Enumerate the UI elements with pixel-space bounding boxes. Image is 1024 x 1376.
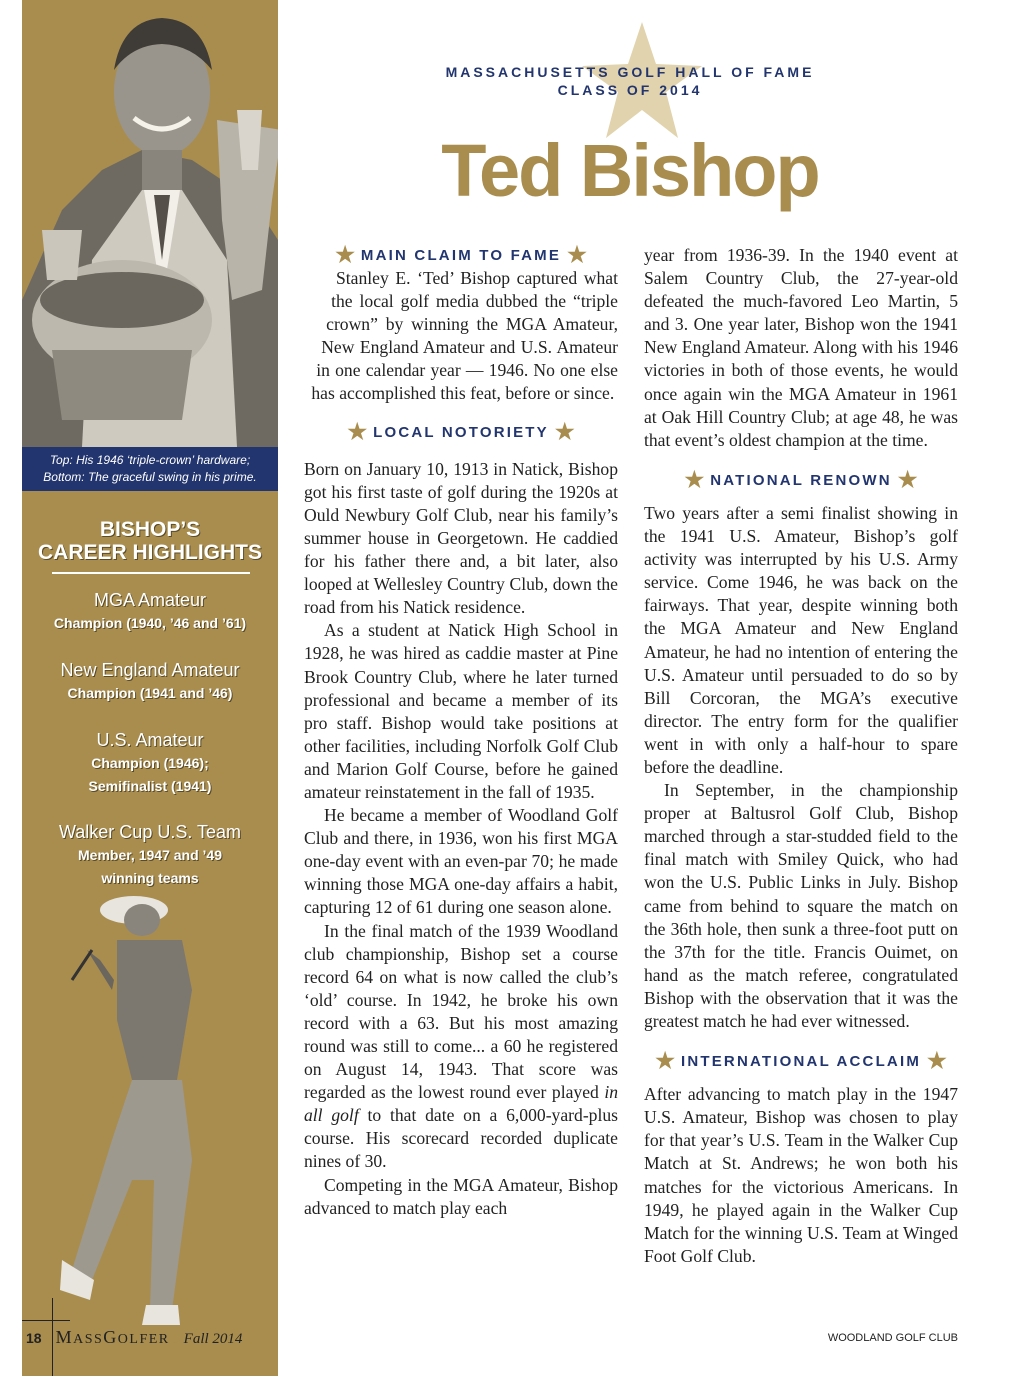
caption-line-2: Bottom: The graceful swing in his prime. bbox=[43, 470, 257, 484]
sidebar bbox=[22, 0, 278, 1376]
paragraph: In September, in the championship proper at Baltusrol Golf Club, Bishop marched through a star-studded field to the final match with Smiley Quick, who had won the U.S. Public Links in July. Bishop came from behind to square the match on the 36th hole, then sunk a three-foot putt on the 37th for the title. Francis Ouimet, on hand as the match referee, congratulated Bishop with the observation that it was the greatest match he had ever witnessed. bbox=[644, 780, 958, 1031]
page-title: Ted Bishop bbox=[441, 129, 819, 212]
brand-initial-m: M bbox=[55, 1327, 74, 1347]
photo-caption bbox=[22, 447, 278, 491]
paragraph-text: In the final match of the 1939 Woodland club championship, Bishop set a course record 64 on what is now called the club’s ‘old’ course. In 1942, he broke his own record with a 63. But his most amazing round was still to come... a 60 he registered on August 14, 1943. That score was regarded as the lowest round ever played bbox=[304, 920, 618, 1103]
heading-main-claim bbox=[304, 242, 618, 268]
star-icon: ★ bbox=[347, 418, 368, 444]
highlight-new-england bbox=[22, 658, 278, 705]
heading-text: INTERNATIONAL ACCLAIM bbox=[680, 1053, 922, 1071]
paragraph: Two years after a semi finalist showing in the 1941 U.S. Amateur, Bishop’s golf activity was interrupted by his U.S. Army service. Come 1946, he was back on the fairways. That year, despite winning both the MGA Amateur and New England Amateur, he had no intention of entering the U.S. Amateur until persuaded to do so by Bill Corcoran, the MGA’s executive director. The entry form for the qualifier went in with only a half-hour to spare before the deadline. bbox=[644, 502, 958, 777]
brand-part-ass: ASS bbox=[73, 1332, 104, 1347]
highlight-detail: Champion (1941 and ’46) bbox=[67, 685, 233, 701]
highlight-mga bbox=[22, 588, 278, 635]
paragraph bbox=[304, 920, 618, 1174]
heading-text: MAIN CLAIM TO FAME bbox=[360, 247, 562, 264]
magazine-brand bbox=[55, 1327, 170, 1347]
heading-text: LOCAL NOTORIETY bbox=[373, 423, 549, 441]
star-icon: ★ bbox=[554, 418, 575, 444]
paragraph: As a student at Natick High School in 1928, he was hired as caddie master at Pine Brook Country Club, where he later turned professional and became a member of its pro staff. Bishop would take positions at other facilities, including Norfolk Golf Club and Marion Golf Course, before he gained amateur reinstatement in the fall of 1935. bbox=[304, 620, 618, 802]
highlight-detail: winning teams bbox=[101, 870, 199, 886]
highlight-detail: Champion (1940, ’46 and ’61) bbox=[53, 615, 247, 631]
brand-initial-g: G bbox=[103, 1327, 118, 1347]
column-1 bbox=[304, 267, 618, 1220]
heading-local-notoriety bbox=[304, 420, 618, 444]
highlights-title-line-1: BISHOP’S bbox=[99, 518, 201, 541]
issue-date: Fall 2014 bbox=[183, 1331, 243, 1347]
star-icon: ★ bbox=[684, 466, 705, 492]
paragraph: Born on January 10, 1913 in Natick, Bishop got his first taste of golf during the 1920s at Ould Newbury Golf Club, near his family’s summer house in Georgetown. He caddied for his father there and, a bit later, also looped at Wellesley Country Club, down the road from his Natick residence. bbox=[304, 458, 618, 618]
highlights-divider bbox=[52, 572, 250, 574]
star-icon: ★ bbox=[897, 466, 918, 492]
footer-left bbox=[26, 1327, 242, 1348]
paragraph: He became a member of Woodland Golf Club and there, in 1936, won his first MGA one-day event with an even-par 70; he made winning those MGA one-day affairs a habit, capturing 12 of 61 during one season alone. bbox=[304, 805, 618, 918]
highlight-heading: New England Amateur bbox=[60, 660, 240, 680]
photo-golf-swing bbox=[22, 880, 278, 1340]
brand-part-olfer: OLFER bbox=[117, 1332, 170, 1347]
photo-trophies bbox=[22, 0, 278, 447]
star-icon bbox=[582, 22, 702, 140]
page-number: 18 bbox=[26, 1330, 42, 1346]
hall-of-fame-kicker: MASSACHUSETTS GOLF HALL OF FAME bbox=[445, 64, 815, 80]
highlights-title-line-2: CAREER HIGHLIGHTS bbox=[37, 541, 262, 564]
brand-bullet-icon: ■ bbox=[171, 1335, 178, 1346]
star-icon: ★ bbox=[927, 1048, 947, 1074]
class-year-kicker: CLASS OF 2014 bbox=[557, 82, 703, 98]
star-icon: ★ bbox=[655, 1048, 675, 1074]
column-2 bbox=[644, 244, 958, 1268]
paragraph-text: to that date on a 6,000-yard-plus course. His scorecard recorded duplicate nines of 30. bbox=[304, 1105, 619, 1172]
highlights-title bbox=[22, 518, 278, 564]
heading-international-acclaim bbox=[644, 1049, 958, 1073]
caption-line-1: Top: His 1946 ‘triple-crown’ hardware; bbox=[49, 453, 251, 467]
heading-text: NATIONAL RENOWN bbox=[710, 471, 892, 489]
highlight-detail: Champion (1946); bbox=[91, 755, 209, 771]
crop-mark-horizontal bbox=[22, 1320, 70, 1321]
highlight-heading: MGA Amateur bbox=[93, 590, 207, 610]
highlight-heading: U.S. Amateur bbox=[96, 730, 204, 750]
emphasis-text: in all golf bbox=[304, 1082, 618, 1126]
paragraph: Competing in the MGA Amateur, Bishop advanced to match play each bbox=[304, 1174, 618, 1218]
paragraph: After advancing to match play in the 1947 U.S. Amateur, Bishop was chosen to play for that year’s U.S. Team in the Walker Cup Match at St. Andrews; he won both his matches for the victorious Americans. In 1949, he played again in the Walker Cup Match for the winning U.S. Team at Winged Foot Golf Club. bbox=[644, 1084, 958, 1266]
star-icon: ★ bbox=[335, 242, 355, 267]
paragraph: Stanley E. ‘Ted’ Bishop captured what the local golf media dubbed the “triple crown” by winning the MGA Amateur, New England Amateur and U.S. Amateur in one calendar year — 1946. No one else has accomplished this feat, before or since. bbox=[311, 268, 618, 404]
highlight-detail: Semifinalist (1941) bbox=[88, 778, 212, 794]
highlight-detail: Member, 1947 and ’49 bbox=[78, 847, 222, 863]
highlight-us-amateur bbox=[22, 728, 278, 798]
heading-national-renown bbox=[644, 468, 958, 492]
paragraph: year from 1936-39. In the 1940 event at Salem Country Club, the 27-year-old defeated the much-favored Leo Martin, 5 and 3. One year later, Bishop won the 1941 New England Amateur. Along with his 1946 victories in both of those events, he would once again win the MGA Amateur in 1961 at Oak Hill Country Club; at age 48, he was that event’s oldest champion at the time. bbox=[644, 245, 958, 450]
star-icon: ★ bbox=[567, 242, 587, 267]
highlight-heading: Walker Cup U.S. Team bbox=[58, 822, 242, 842]
footer-right: WOODLAND GOLF CLUB bbox=[827, 1332, 958, 1344]
